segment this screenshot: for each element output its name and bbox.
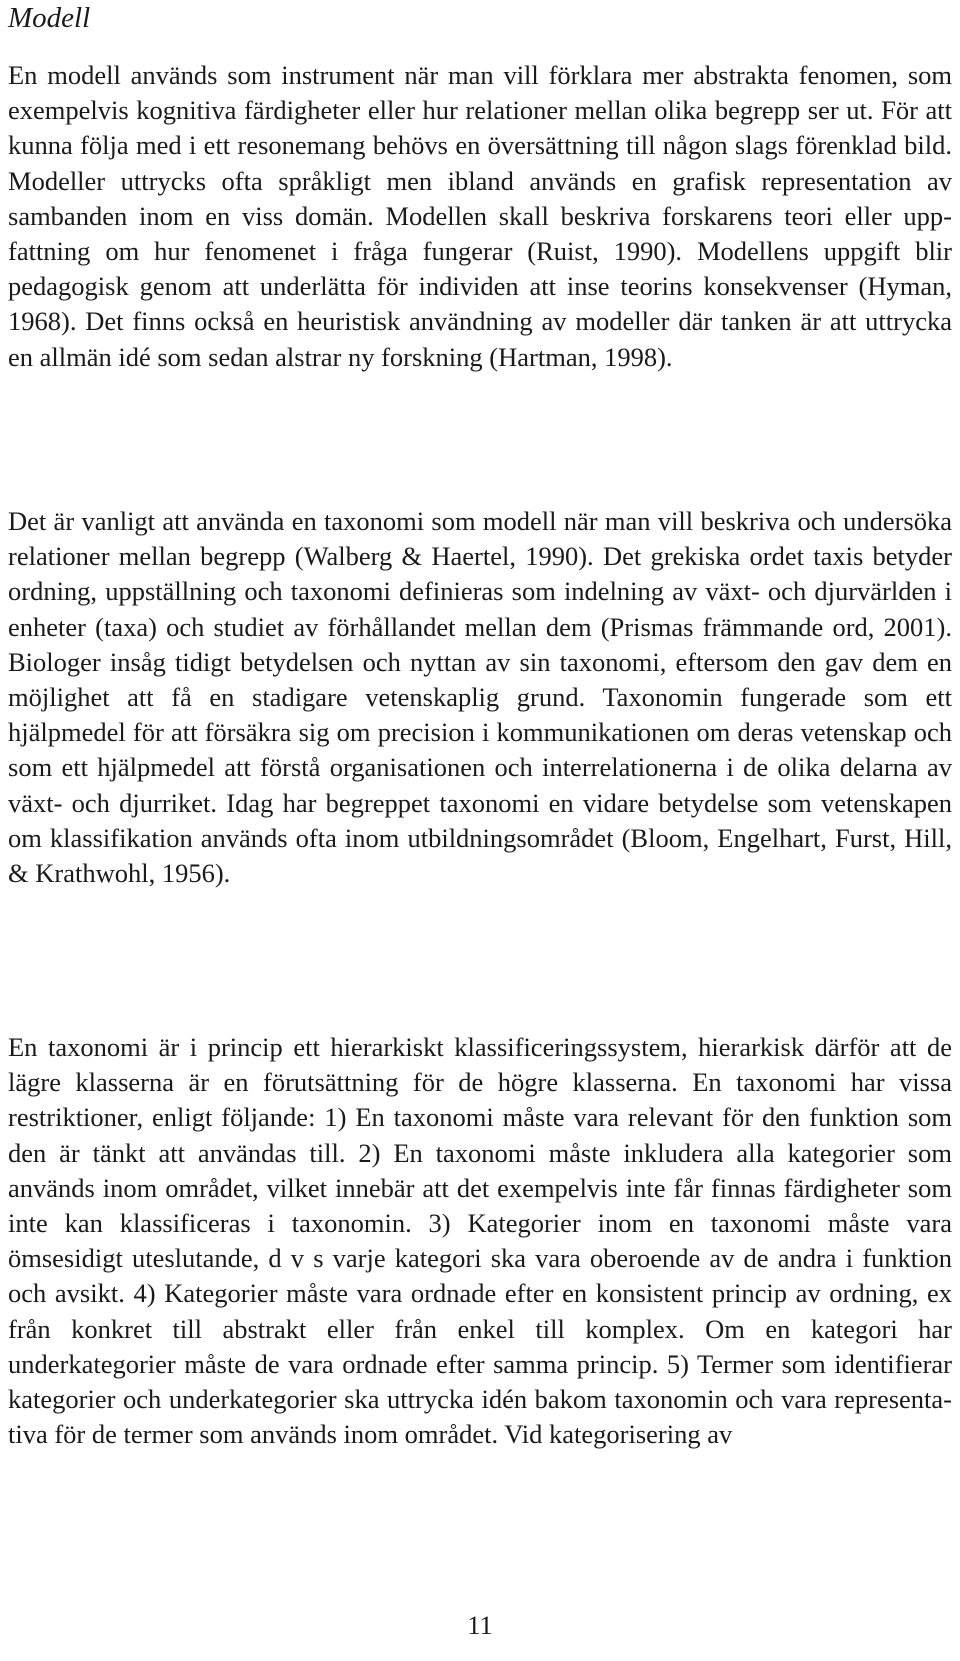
paragraph-taxonomy-restrictions: En taxonomi är i princip ett hierarkiskt klassificeringssystem, hierarkisk därför att de lägre klasserna är en förutsättning för de högre klasserna. En taxonomi har vissa restriktioner, enligt följande: 1) En taxonomi måste vara relevant för den funktion som den är tänkt att användas till. 2) En taxonomi måste inkludera alla kategorier som används inom området, vilket innebär att det exempelvis inte får finnas färdigheter som inte kan klassificeras i taxonomin. 3) Kategorier inom en taxonomi måste vara ömsesidigt uteslutande, d v s varje kategori ska vara oberoende av de andra i funktion och avsikt. 4) Kategorier måste vara ordnade efter en konsistent princip av ordning, ex från konkret till abstrakt eller från enkel till komplex. Om en kategori har underkategorier måste de vara ordnade efter samma princip. 5) Termer som identifierar kategorier och underkategorier ska uttrycka idén bakom taxonomin och vara representativa för de termer som används inom området. Vid kategorisering av — [8, 1032, 952, 1450]
page-number: 11 — [467, 1610, 493, 1640]
section-heading: Modell — [8, 2, 91, 34]
paragraph-taxonomy-origin: Det är vanligt att använda en taxonomi som modell när man vill beskriva och undersöka relationer mellan begrepp (Walberg & Haertel, 1990). Det grekiska ordet taxis betyder ordning, uppställning och taxonomi definieras som indelning av växt- och djurvärlden i enheter (taxa) och studiet av förhållandet mellan dem (Prismas främmande ord, 2001). Biologer insåg tidigt betydelsen och nyttan av sin taxonomi, eftersom den gav dem en möjlighet att få en stadigare vetenskaplig grund. Taxonomin fungerade som ett hjälpmedel för att försäkra sig om precision i kommunikationen om deras vetenskap och som ett hjälpmedel att förstå organisationen och interrelationerna i de olika delarna av växt- och djurriket. Idag har begreppet taxonomi en vidare betydelse som vetenskapen om klassifikation används ofta inom utbildningsområdet (Bloom, Engelhart, Furst, Hill, & Krathwohl, 1956). — [8, 506, 952, 889]
paragraph-model-definition: En modell används som instrument när man vill förklara mer abstrakta fenomen, som exempelvis kognitiva färdigheter eller hur relationer mellan olika begrepp ser ut. För att kunna följa med i ett resonemang behövs en översättning till någon slags förenklad bild. Modeller uttrycks ofta språkligt men ibland används en grafisk representation av sambanden inom en viss domän. Modellen skall beskriva forskarens teori eller uppfattning om hur fenomenet i fråga fungerar (Ruist, 1990). Modellens uppgift blir pedagogisk genom att underlätta för individen att inse teorins konsekvenser (Hyman, 1968). Det finns också en heuristisk användning av modeller där tanken är att uttrycka en allmän idé som sedan alstrar ny forskning (Hartman, 1998). — [8, 60, 952, 372]
